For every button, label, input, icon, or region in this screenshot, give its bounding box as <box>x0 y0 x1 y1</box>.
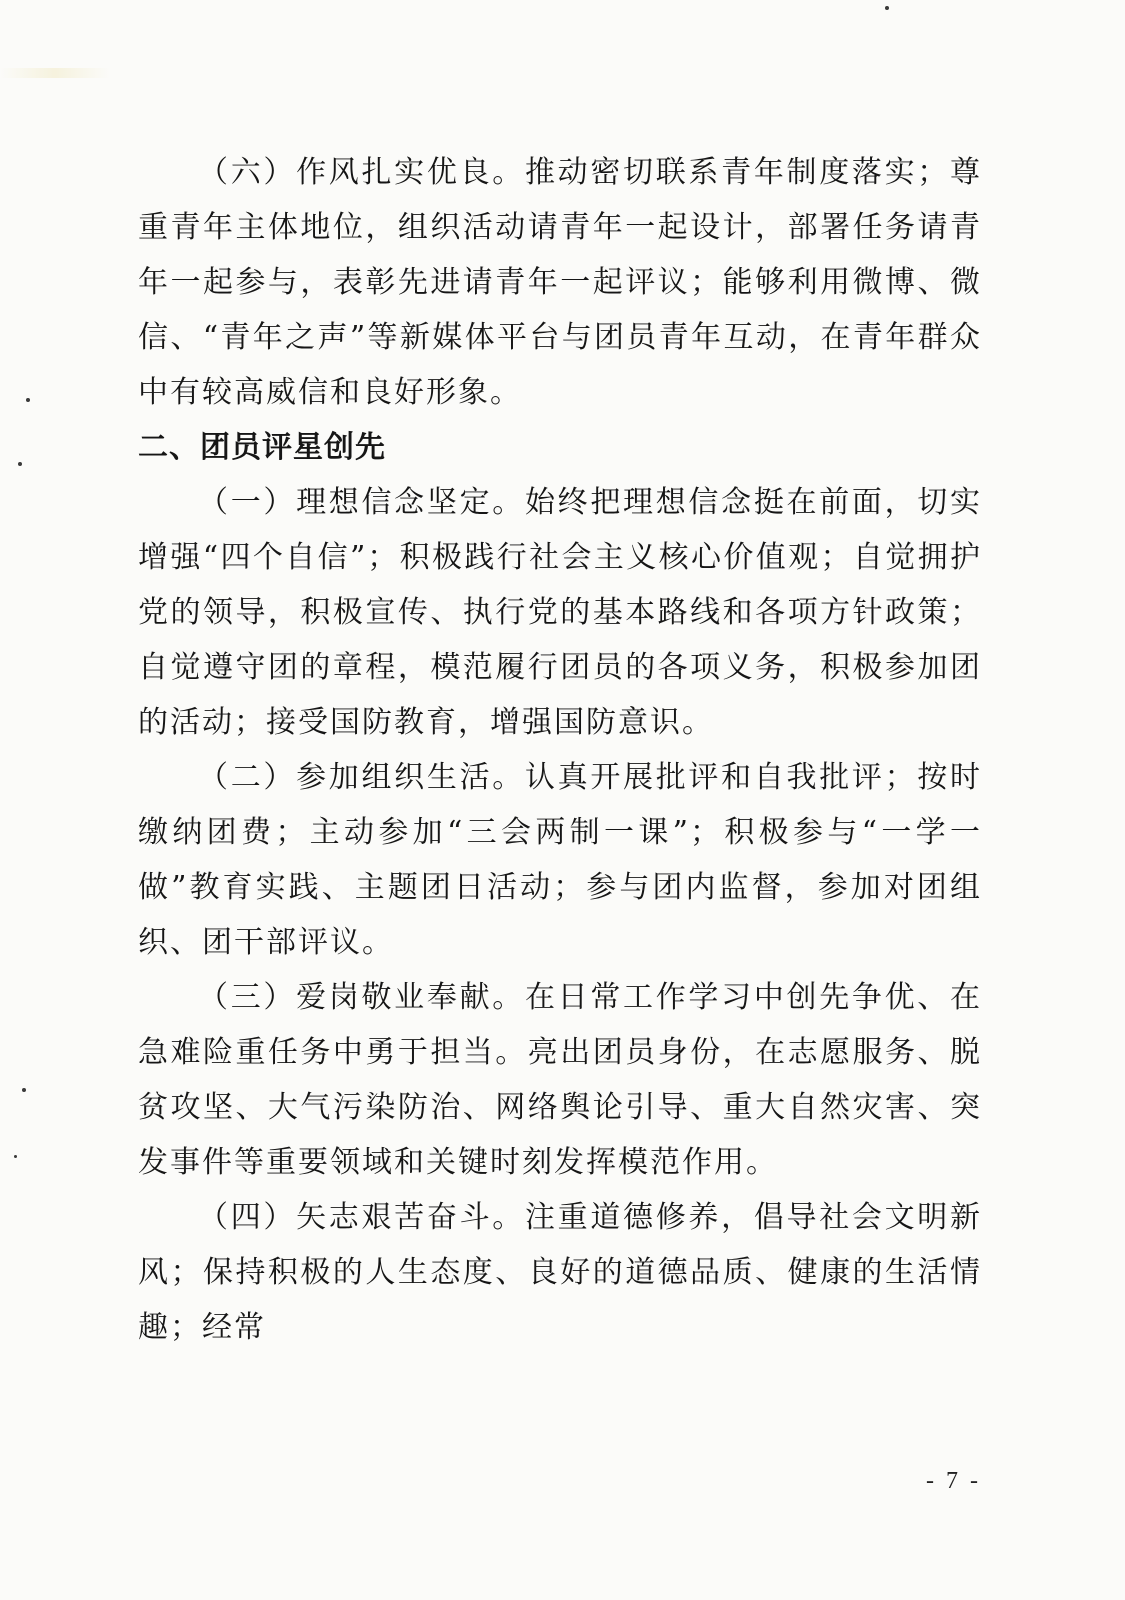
paragraph-organization-life: （二）参加组织生活。认真开展批评和自我批评；按时缴纳团费；主动参加“三会两制一课”；积极参与“一学一做”教育实践、主题团日活动；参与团内监督，参加对团组织、团干部评议。 <box>138 760 982 960</box>
scan-speck <box>26 398 30 402</box>
scan-speck <box>22 1088 26 1092</box>
scan-speck <box>18 462 22 466</box>
paragraph-dedication: （三）爱岗敬业奉献。在日常工作学习中创先争优、在急难险重任务中勇于担当。亮出团员身份，在志愿服务、脱贫攻坚、大气污染防治、网络舆论引导、重大自然灾害、突发事件等重要领域和关键时刻发挥模范作用。 <box>138 980 982 1180</box>
paragraph-conduct: （六）作风扎实优良。推动密切联系青年制度落实；尊重青年主体地位，组织活动请青年一起设计，部署任务请青年一起参与，表彰先进请青年一起评议；能够利用微博、微信、“青年之声”等新媒体平台与团员青年互动，在青年群众中有较高威信和良好形象。 <box>138 155 982 410</box>
scan-speck <box>14 1155 17 1158</box>
paragraph-hard-work: （四）矢志艰苦奋斗。注重道德修养，倡导社会文明新风；保持积极的人生态度、良好的道德品质、健康的生活情趣；经常 <box>138 1200 982 1345</box>
paragraph-ideals: （一）理想信念坚定。始终把理想信念挺在前面，切实增强“四个自信”；积极践行社会主义核心价值观；自觉拥护党的领导，积极宣传、执行党的基本路线和各项方针政策；自觉遵守团的章程，模范履行团员的各项义务，积极参加团的活动；接受国防教育，增强国防意识。 <box>138 485 982 740</box>
page-number: - 7 - <box>926 1468 981 1494</box>
scan-speck <box>885 6 889 10</box>
document-body <box>138 145 982 1355</box>
section-heading: 二、团员评星创先 <box>138 430 386 465</box>
scan-smudge <box>0 68 110 78</box>
